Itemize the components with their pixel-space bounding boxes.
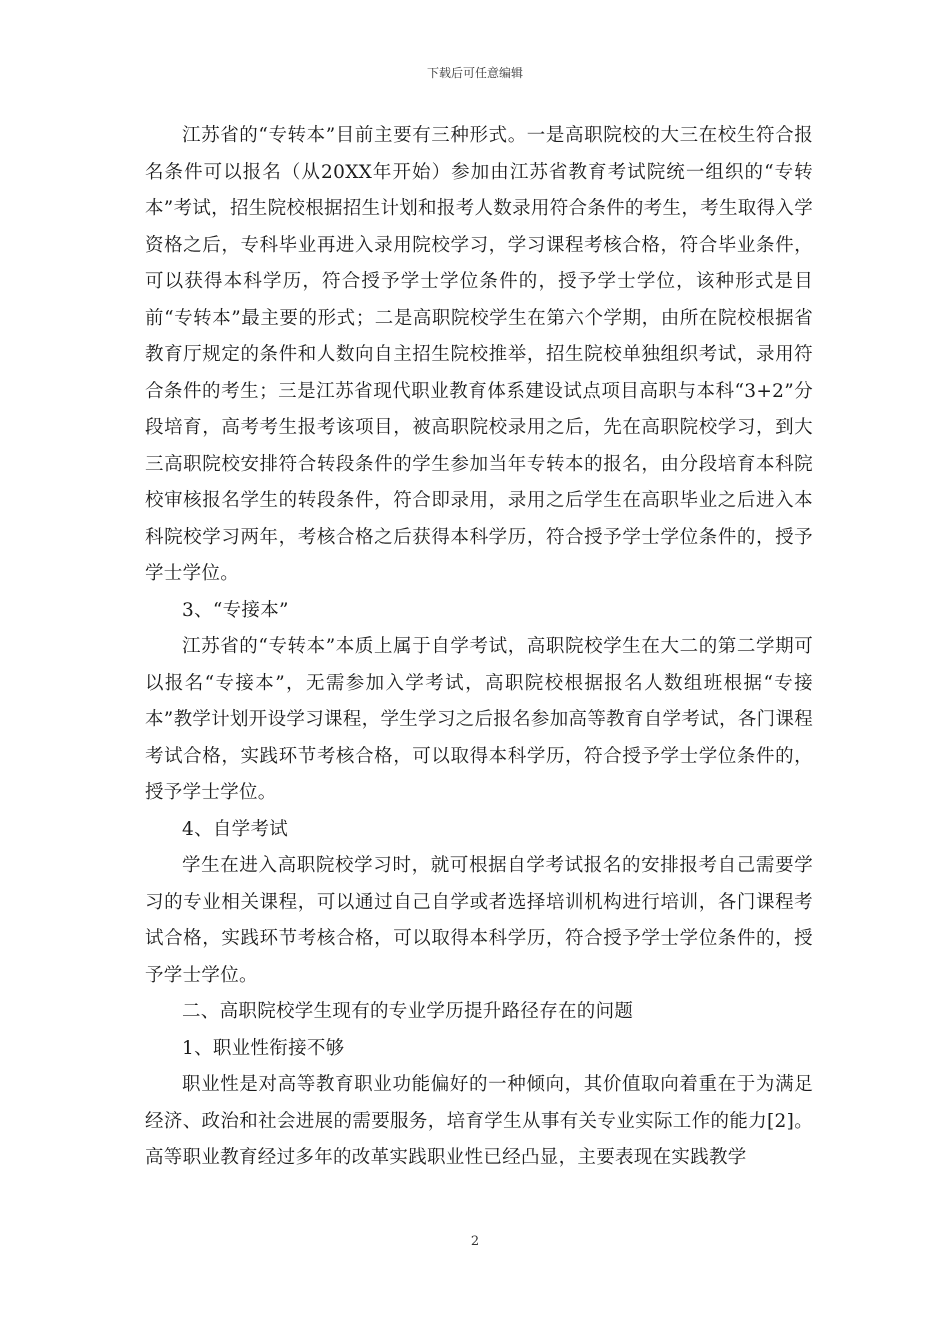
- heading-vocational-link: 1、职业性衔接不够: [182, 1037, 345, 1059]
- paragraph-zhuanjieben: 江苏省的“专转本”本质上属于自学考试，高职院校学生在大二的第二学期可以报名“专接本”，无需参加入学考试，高职院校根据报名人数组班根据“专接本”教学计划开设学习课程，学生学习之后报名参加高等教育自学考试，各门课程考试合格，实践环节考核合格，可以取得本科学历，符合授予学士学位条件的，授予学士学位。: [145, 636, 813, 803]
- body-text: [145, 118, 813, 1177]
- paragraph-zhuanzhuanben-forms: 江苏省的“专转本”目前主要有三种形式。一是高职院校的大三在校生符合报名条件可以报名（从20XX年开始）参加由江苏省教育考试院统一组织的“专转本”考试，招生院校根据招生计划和报考人数录用符合条件的考生，考生取得入学资格之后，专科毕业再进入录用院校学习，学习课程考核合格，符合毕业条件，可以获得本科学历，符合授予学士学位条件的，授予学士学位，该种形式是目前“专转本”最主要的形式；二是高职院校学生在第六个学期，由所在院校根据省教育厅规定的条件和人数向自主招生院校推举，招生院校单独组织考试，录用符合条件的考生；三是江苏省现代职业教育体系建设试点项目高职与本科“3+2”分段培育，高考考生报考该项目，被高职院校录用之后，先在高职院校学习，到大三高职院校安排符合转段条件的学生参加当年专转本的报名，由分段培育本科院校审核报名学生的转段条件，符合即录用，录用之后学生在高职毕业之后进入本科院校学习两年，考核合格之后获得本科学历，符合授予学士学位条件的，授予学士学位。: [145, 125, 813, 584]
- page-number: 2: [470, 1234, 480, 1249]
- page-header: 下载后可任意编辑: [426, 66, 523, 80]
- paragraph-self-study-exam: 学生在进入高职院校学习时，就可根据自学考试报名的安排报考自己需要学习的专业相关课程，可以通过自己自学或者选择培训机构进行培训，各门课程考试合格，实践环节考核合格，可以取得本科学历，符合授予学士学位条件的，授予学士学位。: [145, 855, 813, 986]
- heading-zhuanjieben: 3、“专接本”: [182, 599, 289, 621]
- heading-self-study-exam: 4、自学考试: [182, 818, 289, 840]
- paragraph-vocational-link: 职业性是对高等教育职业功能偏好的一种倾向，其价值取向着重在于为满足经济、政治和社会进展的需要服务，培育学生从事有关专业实际工作的能力[2]。高等职业教育经过多年的改革实践职业性已经凸显，主要表现在实践教学: [145, 1074, 813, 1168]
- section-heading-problems: 二、高职院校学生现有的专业学历提升路径存在的问题: [182, 1001, 634, 1022]
